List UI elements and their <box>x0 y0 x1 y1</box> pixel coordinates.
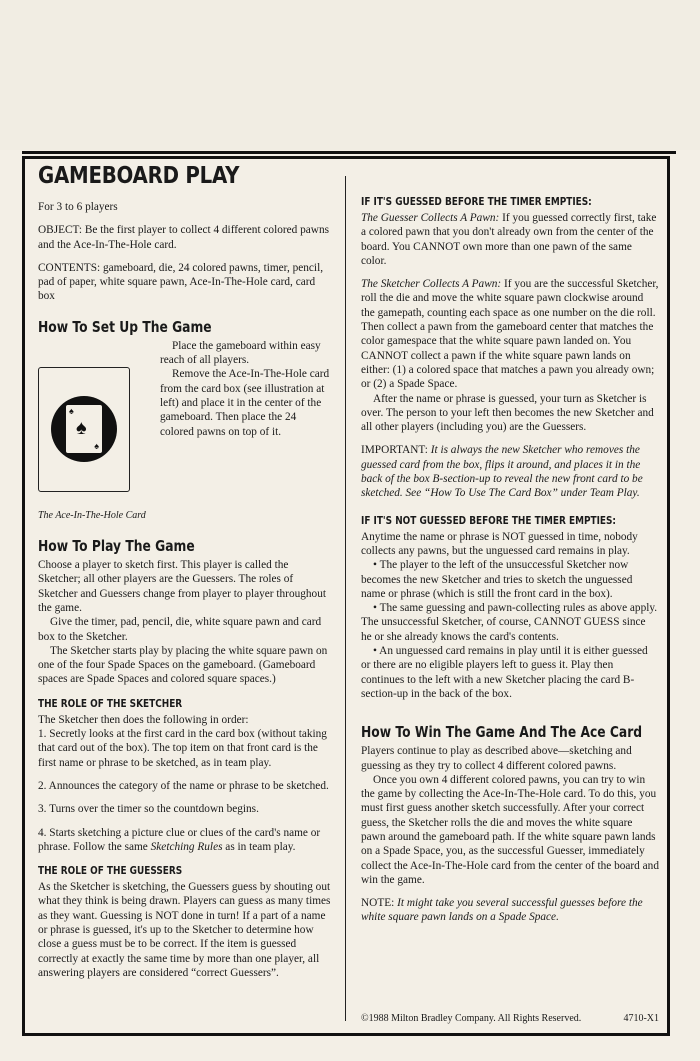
column-divider <box>345 176 346 1021</box>
product-code: 4710-X1 <box>623 1013 659 1024</box>
spade-icon: ♠ <box>69 405 74 416</box>
guessers-heading: THE ROLE OF THE GUESSERS <box>38 865 183 878</box>
note-label: IMPORTANT: <box>361 444 431 457</box>
ace-card-face <box>66 405 102 453</box>
step-emphasis: Sketching Rules <box>150 840 223 853</box>
subheading: The Sketcher Collects A Pawn: <box>361 278 502 291</box>
setup-paragraph: Place the gameboard within easy reach of all players. <box>160 339 321 367</box>
setup-section <box>38 339 332 497</box>
guessed-paragraph <box>361 211 659 268</box>
page-footer <box>361 1013 659 1024</box>
ace-of-spades-card-icon <box>51 396 117 462</box>
sketcher-step: 2. Announces the category of the name or phrase to be sketched. <box>38 779 329 792</box>
note-label: NOTE: <box>361 897 398 910</box>
contents-text: CONTENTS: gameboard, die, 24 colored pawns, timer, pencil, pad of paper, white square pawn, Ace-In-The-Hole card, card box <box>38 261 324 303</box>
notguessed-heading: IF IT'S NOT GUESSED BEFORE THE TIMER EMPTIES: <box>361 514 616 527</box>
setup-heading: How To Set Up The Game <box>38 317 212 336</box>
win-paragraph: Players continue to play as described above—sketching and guessing as they try to collect 4 different colored pawns. <box>361 745 632 772</box>
sketcher-step <box>38 826 332 855</box>
copyright: ©1988 Milton Bradley Company. All Rights Reserved. <box>361 1013 582 1024</box>
ace-card-illustration <box>38 367 130 492</box>
notguessed-bullet: • An unguessed card remains in play until it is either guessed or there are no eligible players left to guess it. Play then continues to the left with a new Sketcher placing the card B-section-up in the back of the box. <box>361 645 648 700</box>
howto-heading: How To Play The Game <box>38 537 195 556</box>
guessed-heading: IF IT'S GUESSED BEFORE THE TIMER EMPTIES: <box>361 196 592 208</box>
howto-paragraph: Choose a player to sketch first. This player is called the Sketcher; all other players are the Guessers. The roles of Sketcher and Guessers change from player to player throughout the game. <box>38 559 326 614</box>
win-note <box>361 896 659 925</box>
howto-paragraph: The Sketcher starts play by placing the white square pawn on one of the four Spade Spaces on the gameboard. (Gameboard spaces are Spade Spaces and colored square spaces.) <box>38 644 328 686</box>
paragraph-text: If you are the successful Sketcher, roll the die and move the white square pawn clockwise around the gamepath, counting each space as one number on the die roll. Then collect a pawn from the gameboard center that matches the color gamespace that the white square pawn landed on. You CANNOT collect a pawn if the white square pawn lands on either: (1) a colored space that matches a pawn you already own; or (2) a Spade Space. <box>361 278 659 391</box>
top-rule <box>22 151 676 154</box>
spade-icon: ♠ <box>76 416 87 439</box>
step-text: as in team play. <box>222 840 296 853</box>
left-column <box>38 162 332 980</box>
win-paragraph: Once you own 4 different colored pawns, you can try to win the game by collecting the Ace-In-The-Hole card. To do this, you must first guess another sketch successfully. After your correct guess, the Sketcher rolls the die and moves the white square pawn around the gameboard path. If the white square pawn lands on a Spade Space, you, as the successful Guesser, immediately collect the Ace-In-The-Hole card from the center of the board and win the game. <box>361 773 659 886</box>
guessers-paragraph: As the Sketcher is sketching, the Guessers guess by shouting out what they think is being drawn. Players can guess as many times as they want. Guessing is NOT done in turn! If a part of a name or phrase is guessed, it's up to the Sketcher to determine how close a guess must be to be correct. If the item is guessed correctly at exactly the same time by more than one player, all answering players are considered “correct Guessers”. <box>38 881 331 979</box>
notguessed-bullet: • The same guessing and pawn-collecting rules as above apply. The unsuccessful Sketcher, of course, CANNOT GUESS since he or she already knows the card's contents. <box>361 602 658 643</box>
setup-text <box>160 339 332 439</box>
notguessed-paragraph: Anytime the name or phrase is NOT guessed in time, nobody collects any pawns, but the unguessed card remains in play. <box>361 530 638 557</box>
guessed-paragraph: After the name or phrase is guessed, your turn as Sketcher is over. The person to your left then becomes the new Sketcher and all other players (including you) are the Guessers. <box>361 392 654 434</box>
step-text: 4. Starts sketching a picture clue or clues of the card's name or phrase. Follow the same <box>38 826 321 853</box>
note-text: It might take you several successful guesses before the white square pawn lands on a Spade Space. <box>361 897 643 924</box>
page-title: GAMEBOARD PLAY <box>38 163 240 189</box>
paragraph-text: If you guessed correctly first, take a colored pawn that you don't already own from the center of the board. You CANNOT own more than one pawn of the same color. <box>361 212 657 267</box>
notguessed-bullet: • The player to the left of the unsuccessful Sketcher now becomes the new Sketcher and tries to sketch the unguessed name or phrase (which is still the front card in the box). <box>361 559 633 600</box>
object-text: OBJECT: Be the first player to collect 4 different colored pawns and the Ace-In-The-Hole card. <box>38 224 329 251</box>
setup-paragraph: Remove the Ace-In-The-Hole card from the card box (see illustration at left) and place it in the center of the gameboard. Then place the 24 colored pawns on top of it. <box>160 368 330 438</box>
spade-icon: ♠ <box>94 440 99 451</box>
subheading: The Guesser Collects A Pawn: <box>361 212 500 224</box>
sketcher-heading: THE ROLE OF THE SKETCHER <box>38 697 183 710</box>
howto-paragraph: Give the timer, pad, pencil, die, white square pawn and card box to the Sketcher. <box>38 616 322 643</box>
win-heading: How To Win The Game And The Ace Card <box>361 723 643 742</box>
page-top-blank <box>0 0 700 150</box>
players-text: For 3 to 6 players <box>38 201 118 213</box>
illustration-caption: The Ace-In-The-Hole Card <box>38 509 146 521</box>
right-column <box>361 196 659 925</box>
sketcher-step: 3. Turns over the timer so the countdown begins. <box>38 803 259 816</box>
note-text: It is always the new Sketcher who removes the guessed card from the box, flips it around, and places it in the back of the box B-section-up to reveal the new front card to be sketched. See “How To Use The Card Box” under Team Play. <box>361 444 643 500</box>
sketcher-step: 1. Secretly looks at the first card in the card box (without taking that card out of the box). The top item on that front card is the first name or phrase to be sketched, as in team play. <box>38 728 327 769</box>
important-note <box>361 443 659 500</box>
sketcher-intro: The Sketcher then does the following in order: <box>38 713 249 726</box>
guessed-paragraph <box>361 277 659 391</box>
